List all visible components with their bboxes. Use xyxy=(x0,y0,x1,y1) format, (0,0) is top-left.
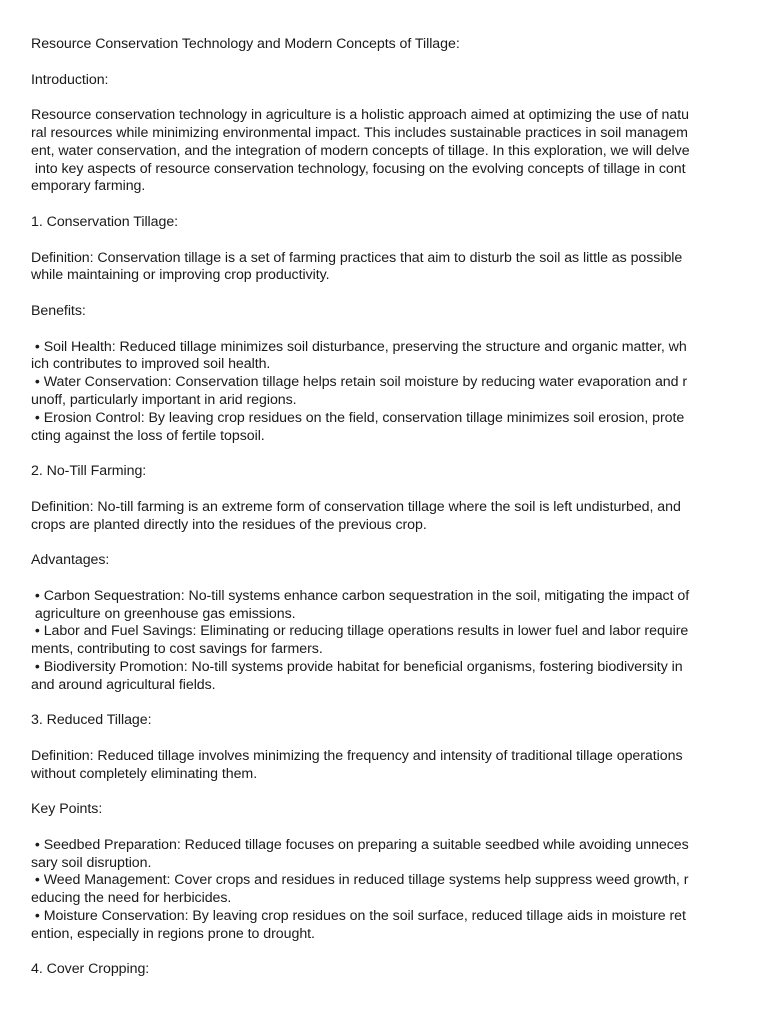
document-title: Resource Conservation Technology and Modern Concepts of Tillage: xyxy=(31,36,460,52)
section-heading-cover-cropping: 4. Cover Cropping: xyxy=(31,961,150,978)
list-item xyxy=(31,410,741,446)
text-line: crops are planted directly into the residues of the previous crop. xyxy=(31,516,427,533)
key-points-heading: Key Points: xyxy=(31,801,103,818)
list-item xyxy=(31,588,741,624)
benefits-heading: Benefits: xyxy=(31,302,86,319)
definition-paragraph xyxy=(31,250,741,286)
section-heading-reduced-tillage: 3. Reduced Tillage: xyxy=(31,712,152,729)
text-line: • Water Conservation: Conservation tillage helps retain soil moisture by reducing water evaporation and r xyxy=(31,374,688,391)
text-line: • Erosion Control: By leaving crop residues on the field, conservation tillage minimizes soil erosion, prote xyxy=(31,409,685,426)
text-line: while maintaining or improving crop productivity. xyxy=(31,267,330,284)
text-line: • Carbon Sequestration: No-till systems enhance carbon sequestration in the soil, mitigating the impact of xyxy=(31,587,690,604)
text-line: ent, water conservation, and the integration of modern concepts of tillage. In this exploration, we will delve xyxy=(31,142,690,159)
text-line: Resource conservation technology in agriculture is a holistic approach aimed at optimizing the use of natu xyxy=(31,107,689,124)
list-item xyxy=(31,339,741,375)
text-line: unoff, particularly important in arid regions. xyxy=(31,391,297,408)
text-line: ments, contributing to cost savings for farmers. xyxy=(31,641,323,658)
definition-paragraph xyxy=(31,748,741,784)
list-item xyxy=(31,659,741,695)
text-line: Definition: No-till farming is an extreme form of conservation tillage where the soil is left undisturbed, and xyxy=(31,498,681,515)
text-line: emporary farming. xyxy=(31,178,146,195)
list-item xyxy=(31,374,741,410)
text-line: without completely eliminating them. xyxy=(31,765,258,782)
text-line: • Soil Health: Reduced tillage minimizes soil disturbance, preserving the structure and organic matter, wh xyxy=(31,338,687,355)
list-item xyxy=(31,908,741,944)
text-line: • Biodiversity Promotion: No-till systems provide habitat for beneficial organisms, fostering biodiversity in xyxy=(31,658,683,675)
text-line: ral resources while minimizing environmental impact. This includes sustainable practices in soil managem xyxy=(31,124,688,141)
section-heading-no-till-farming: 2. No-Till Farming: xyxy=(31,463,147,480)
text-line: ention, especially in regions prone to drought. xyxy=(31,925,315,942)
text-line: • Weed Management: Cover crops and residues in reduced tillage systems help suppress weed growth, r xyxy=(31,872,689,889)
text-line: • Moisture Conservation: By leaving crop residues on the soil surface, reduced tillage aids in moisture ret xyxy=(31,908,686,925)
text-line: Definition: Reduced tillage involves minimizing the frequency and intensity of traditional tillage operations xyxy=(31,747,683,764)
bullet-list xyxy=(31,339,741,446)
text-line: cting against the loss of fertile topsoil. xyxy=(31,427,265,444)
bullet-list xyxy=(31,837,741,944)
text-line: • Seedbed Preparation: Reduced tillage focuses on preparing a suitable seedbed while avoiding unneces xyxy=(31,836,689,853)
text-line: ich contributes to improved soil health. xyxy=(31,356,271,373)
text-line: • Labor and Fuel Savings: Eliminating or reducing tillage operations results in lower fuel and labor require xyxy=(31,623,689,640)
text-line: sary soil disruption. xyxy=(31,854,152,871)
intro-heading: Introduction: xyxy=(31,71,109,88)
text-line: and around agricultural fields. xyxy=(31,676,216,693)
intro-paragraph xyxy=(31,107,741,196)
text-line: agriculture on greenhouse gas emissions. xyxy=(31,605,296,622)
document-page xyxy=(31,36,741,979)
list-item xyxy=(31,872,741,908)
advantages-heading: Advantages: xyxy=(31,552,110,569)
text-line: Definition: Conservation tillage is a set of farming practices that aim to disturb the soil as little as possible xyxy=(31,249,683,266)
list-item xyxy=(31,837,741,873)
section-heading-conservation-tillage: 1. Conservation Tillage: xyxy=(31,213,179,230)
definition-paragraph xyxy=(31,499,741,535)
text-line: educing the need for herbicides. xyxy=(31,890,232,907)
bullet-list xyxy=(31,588,741,695)
list-item xyxy=(31,623,741,659)
text-line: into key aspects of resource conservation technology, focusing on the evolving concepts of tillage in cont xyxy=(31,160,686,177)
